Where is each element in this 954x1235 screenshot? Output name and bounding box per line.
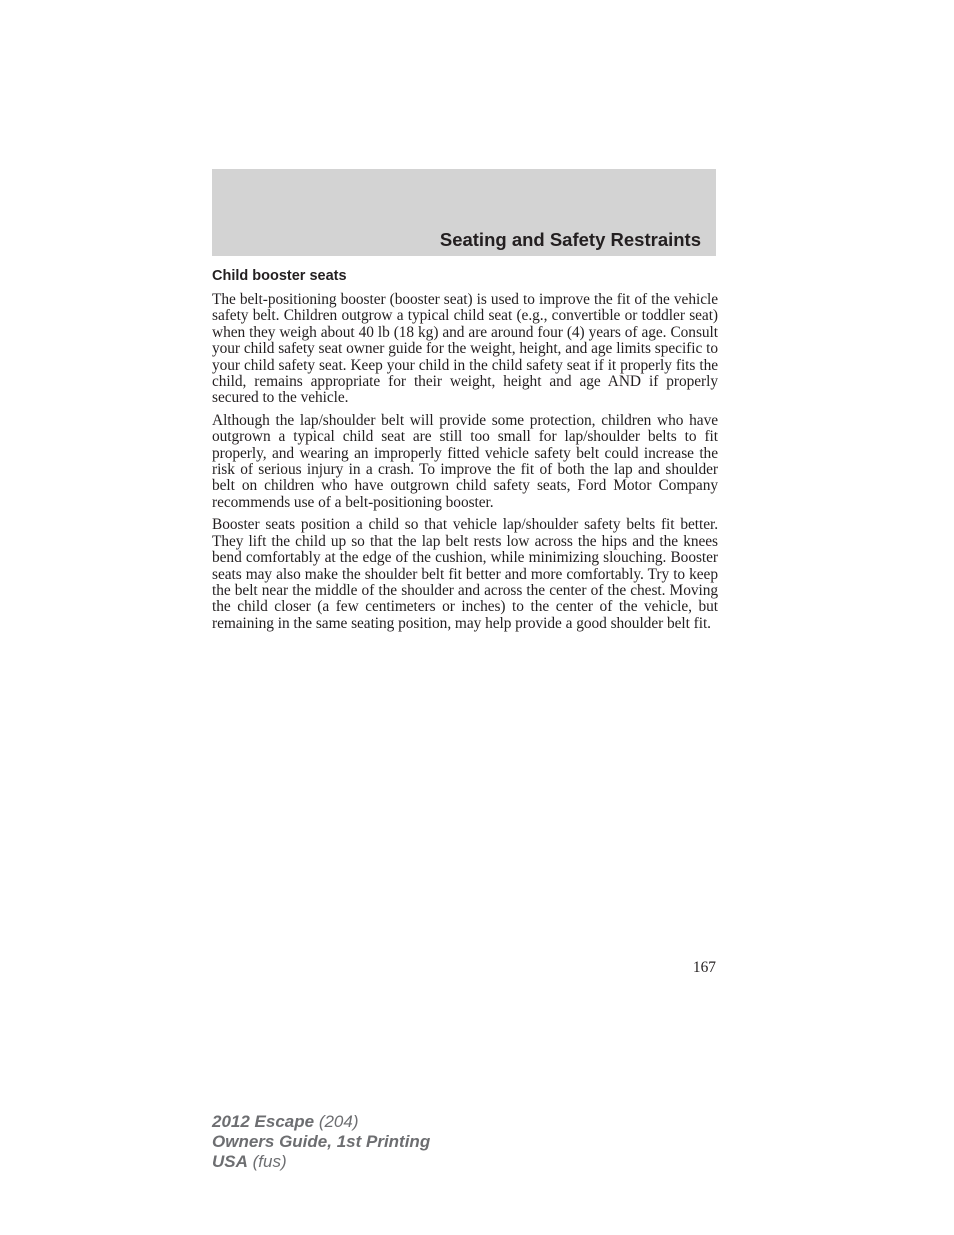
page-content bbox=[212, 266, 718, 638]
footer-line-market bbox=[212, 1152, 430, 1172]
page-number: 167 bbox=[692, 959, 716, 976]
footer-market-code: (fus) bbox=[247, 1152, 287, 1171]
footer-line-guide bbox=[212, 1132, 430, 1152]
section-header-band bbox=[212, 169, 716, 256]
footer-imprint bbox=[212, 1112, 430, 1172]
footer-market: USA bbox=[212, 1152, 248, 1171]
footer-model-code: (204) bbox=[314, 1112, 359, 1131]
footer-model: 2012 Escape bbox=[212, 1112, 315, 1131]
body-paragraph-3: Booster seats position a child so that vehicle lap/shoulder safety belts fit better. They lift the child up so that the lap belt rests low across the hips and the knees bend comfortably at the edge of the cushion, while minimizing slouching. Booster seats may also make the shoulder belt fit better and more comfortably. Try to keep the belt near the middle of the shoulder and across the center of the chest. Moving the child closer (a few centimeters or inches) to the center of the vehicle, but remaining in the same seating position, may help provide a good shoulder belt fit. bbox=[212, 516, 718, 632]
section-title: Seating and Safety Restraints bbox=[439, 229, 701, 250]
footer-line-model bbox=[212, 1112, 430, 1132]
footer-guide: Owners Guide, 1st Printing bbox=[212, 1132, 431, 1151]
subheading: Child booster seats bbox=[212, 268, 347, 284]
body-paragraph-2: Although the lap/shoulder belt will provide some protection, children who have outgrown a typical child seat are still too small for lap/shoulder belts to fit properly, and wearing an improperly fitted vehicle safety belt could increase the risk of serious injury in a crash. To improve the fit of both the lap and shoulder belt on children who have outgrown child safety seats, Ford Motor Company recommends use of a belt-positioning booster. bbox=[212, 411, 718, 511]
body-paragraph-1: The belt-positioning booster (booster seat) is used to improve the fit of the vehicle safety belt. Children outgrow a typical child seat (e.g., convertible or toddler seat) when they weigh about 40 lb (18 kg) and are around four (4) years of age. Consult your child safety seat owner guide for the weight, height, and age limits specific to your child safety seat. Keep your child in the child safety seat if it properly fits the child, remains appropriate for their weight, height and age AND if properly secured to the vehicle. bbox=[212, 291, 718, 407]
